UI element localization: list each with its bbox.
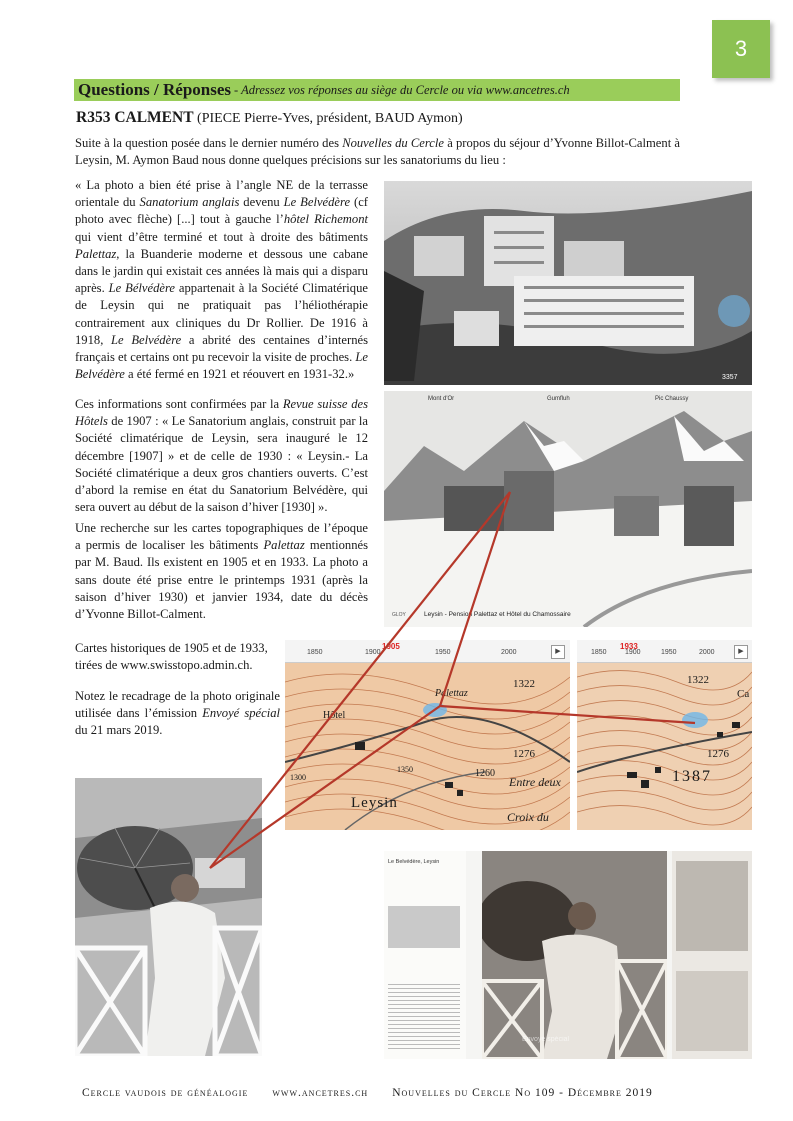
map-1905-tick-1850: 1850 bbox=[307, 649, 323, 656]
postcard-code: GLOY bbox=[392, 612, 406, 618]
question-people: (PIECE Pierre-Yves, président, BAUD Aymon) bbox=[197, 111, 463, 126]
question-code: R353 CALMENT bbox=[76, 109, 194, 126]
map-1933-label-1387: 1387 bbox=[672, 768, 712, 785]
woman-parasol-photo bbox=[75, 778, 262, 1056]
section-title: Questions / Réponses bbox=[78, 80, 232, 99]
footer-issue: Nouvelles du Cercle No 109 - Décembre 2019 bbox=[392, 1087, 653, 1099]
map-label-1260: 1260 bbox=[475, 768, 495, 779]
map-1905 bbox=[285, 640, 570, 830]
map-label-croix: Croix du bbox=[507, 810, 549, 824]
map-1933-label-1276: 1276 bbox=[707, 748, 729, 760]
maps-caption: Cartes historiques de 1905 et de 1933, tirées de www.swisstopo.admin.ch. bbox=[75, 641, 268, 673]
section-banner bbox=[74, 79, 680, 101]
magazine-header: Le Belvédère, Leysin bbox=[388, 859, 440, 865]
map-1933-tick-1850: 1850 bbox=[591, 649, 607, 656]
research-paragraph: Une recherche sur les cartes topographiques de l’époque a permis de localiser les bâtiments Palettaz mentionnés par M. Baud. Ils existent en 1905 et en 1933. La photo a sans doute été prise entre le printemps 1931 (après la saison d’hiver 1930) et janvier 1934, date du décès d’Yvonne Billot-Calment. bbox=[75, 521, 368, 622]
map-1933-tick-1950: 1950 bbox=[661, 649, 677, 656]
map-1905-tick-1950: 1950 bbox=[435, 649, 451, 656]
quote-paragraph: « La photo a bien été prise à l’angle NE de la terrasse orientale du Sanatorium anglais devenu Le Belvédère (cf photo avec flèche) [...] tout à gauche l’hôtel Richemont qui vient d’être terminé et tout à droite des bâtiments Palettaz, la Buanderie moderne et dessous une cabane dans le jardin qui existait ces années là mais qui a disparu après. Le Bélvédère appartenait à la Société Climatérique de Leysin qui ne pratiquait pas l’héliothérapie contrairement aux cliniques du Dr Rollier. De 1916 à 1918, Le Belvédère a abrité des centaines d’internés français et certains ont pu recevoir la visite de proches. Le Belvédère a été fermé en 1921 et réouvert en 1931-32.» bbox=[75, 178, 368, 382]
sanatorium-photo bbox=[384, 181, 752, 385]
page-footer bbox=[82, 1087, 682, 1099]
confirmation-paragraph: Ces informations sont confirmées par la Revue suisse des Hôtels de 1907 : « Le Sanatorium anglais, construit par la Société climatérique de Leysin, sera inauguré le 12 décembre [1907] » et de celle de 1930 : « Leysin.- La Société climatérique a deux gros chantiers ouverts. C’est d’abord la remise en état du Sanatorium Belvédère, qui sera ouvert au début de la saison d’hiver [1930] ». bbox=[75, 397, 368, 515]
postcard-label-1: Mont d'Or bbox=[428, 396, 455, 402]
map-label-leysin: Leysin bbox=[351, 795, 398, 811]
magazine-watermark: Envoyé spécial bbox=[522, 1036, 570, 1043]
map-1933-tick-2000: 2000 bbox=[699, 649, 715, 656]
map-label-1276: 1276 bbox=[513, 748, 535, 760]
intro-paragraph: Suite à la question posée dans le dernier numéro des Nouvelles du Cercle à propos du séjour d’Yvonne Billot-Calment à Leysin, M. Aymon Baud nous donne quelques précisions sur les sanatoriums du lieu : bbox=[75, 136, 680, 168]
magazine-page-right bbox=[672, 851, 752, 1059]
section-subtitle: - Adressez vos réponses au siège du Cercle ou via www.ancetres.ch bbox=[234, 82, 570, 97]
magazine-comparison bbox=[384, 851, 752, 1059]
question-heading bbox=[76, 109, 463, 127]
map-1933-year: 1933 bbox=[620, 642, 638, 651]
photo-number: 3357 bbox=[722, 374, 738, 381]
postcard-label-2: Gumfluh bbox=[547, 396, 570, 402]
page-number: 3 bbox=[712, 20, 770, 78]
map-1933-label-1322: 1322 bbox=[687, 674, 709, 686]
postcard-label-3: Pic Chaussy bbox=[655, 396, 689, 402]
recadrage-note: Notez le recadrage de la photo originale utilisée dans l’émission Envoyé spécial du 21 mars 2019. bbox=[75, 689, 280, 738]
postcard-photo bbox=[384, 391, 752, 627]
map-label-1322: 1322 bbox=[513, 678, 535, 690]
map-1905-tick-2000: 2000 bbox=[501, 649, 517, 656]
map-1905-play-button[interactable]: ▶ bbox=[551, 645, 565, 659]
map-1933-play-button[interactable]: ▶ bbox=[734, 645, 748, 659]
map-label-hotel: Hôtel bbox=[323, 710, 346, 721]
map-1905-tick-1900: 1900 bbox=[365, 649, 381, 656]
map-1933-label-ca: Ca bbox=[737, 688, 750, 700]
map-label-1300: 1300 bbox=[290, 773, 306, 782]
map-1905-timeline bbox=[285, 640, 570, 663]
postcard-caption: Leysin - Pension Palettaz et Hôtel du Chamossaire bbox=[424, 611, 571, 618]
map-label-1350: 1350 bbox=[397, 765, 413, 774]
map-1905-year: 1905 bbox=[382, 642, 400, 651]
map-label-palettaz: Palettaz bbox=[435, 688, 468, 699]
magazine-page-left bbox=[384, 851, 466, 1059]
magazine-photo bbox=[482, 851, 667, 1059]
footer-url[interactable]: www.ancetres.ch bbox=[272, 1087, 369, 1099]
map-1933 bbox=[577, 640, 752, 830]
footer-org: Cercle vaudois de généalogie bbox=[82, 1087, 249, 1099]
map-1933-timeline bbox=[577, 640, 752, 663]
map-1933-tick-1900: 1900 bbox=[625, 649, 641, 656]
map-label-entre-deux: Entre deux bbox=[509, 775, 561, 789]
